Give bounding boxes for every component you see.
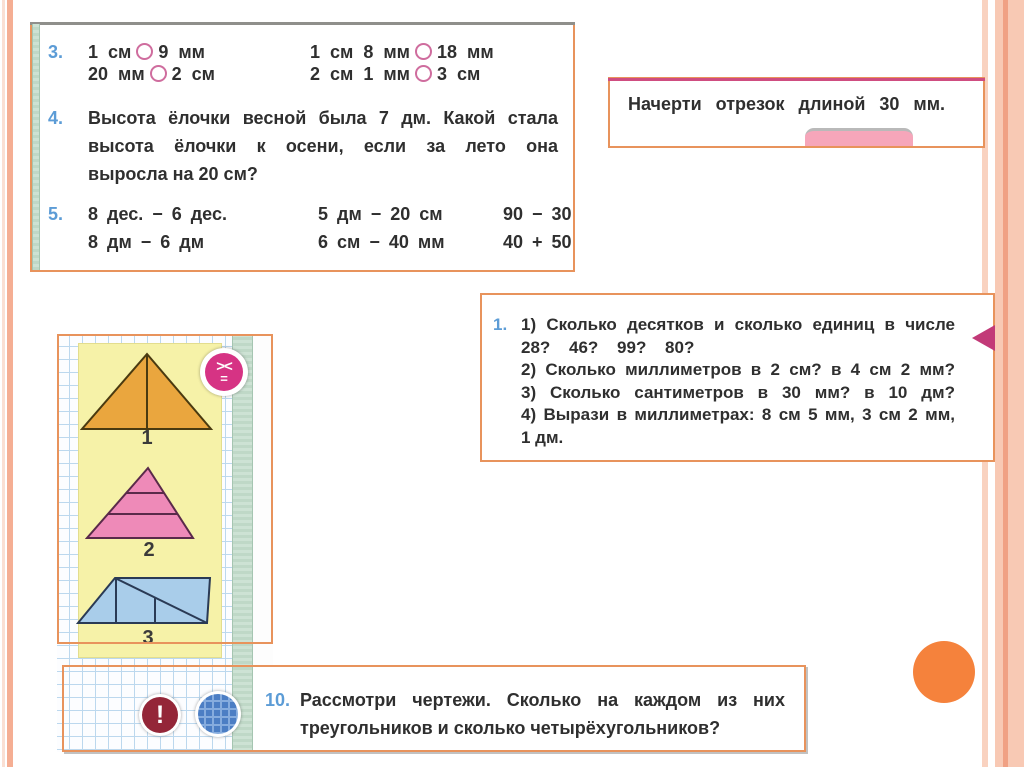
- right-edge-stripe-band: [995, 0, 1024, 767]
- comparison-circle: [136, 43, 153, 60]
- compare-signs-badge-icon: >< =: [200, 348, 248, 396]
- book-page-edge: [32, 24, 40, 270]
- exercise-10-text: Рассмотри чертежи. Сколько на каждом из них треугольников и сколько четырёхугольников?: [300, 690, 785, 738]
- comparison-circle: [415, 43, 432, 60]
- comparison-circle: [150, 65, 167, 82]
- exercise-5-column-3: 90 − 30 40 + 50: [503, 204, 572, 252]
- left-edge-stripe-inner: [7, 0, 13, 767]
- left-edge-stripe-outer: [2, 0, 5, 767]
- exercise-1-number: 1.: [493, 315, 508, 334]
- exercise-3-row: 1 см 9 мм 1 см 8 мм 18 мм: [88, 42, 494, 62]
- figure-1-triangle: [80, 352, 215, 432]
- figure-3-quadrilateral: [76, 576, 212, 625]
- exercise-10-number: 10.: [265, 690, 291, 710]
- exercise-3-number: 3.: [48, 42, 64, 62]
- draw-segment-text: Начерти отрезок длиной 30 мм.: [628, 94, 946, 114]
- exercise-4-text: Высота ёлочки весной была 7 дм. Какой стала высота ёлочки к осени, если за лето она выросла на 20 см?: [88, 108, 558, 184]
- attention-exclamation-badge-icon: !: [139, 694, 181, 736]
- exercise-3-row: 20 мм 2 см 2 см 1 мм 3 см: [88, 64, 481, 84]
- exercise-5-number: 5.: [48, 204, 64, 224]
- exercise-10-panel: [62, 665, 806, 752]
- orange-dot-decoration: [913, 641, 975, 703]
- scan-top-edge: [30, 22, 575, 25]
- exercise-1-text: 1) Сколько десятков и сколько единиц в числе 28? 46? 99? 80? 2) Сколько миллиметров в 2 см? в 4 см 2 мм? 3) Сколько сантиметров в 30 мм? в 10 дм? 4) Вырази в миллиметрах: 8 см 5 мм, 3 см 2 мм, 1 дм.: [521, 315, 955, 447]
- exercise-5-column-2: 5 дм − 20 см 6 см − 40 мм: [318, 204, 445, 252]
- draw-segment-panel: [608, 77, 985, 148]
- exercises-3-5-panel: [30, 22, 575, 272]
- figure-2-label: 2: [143, 539, 155, 561]
- exercise-4-number: 4.: [48, 108, 64, 128]
- comparison-circle: [415, 65, 432, 82]
- magenta-arrow-icon: [972, 325, 995, 351]
- pink-eraser-tab: [805, 128, 913, 146]
- figure-3-label: 3: [142, 627, 154, 649]
- figure-2-triangle: [85, 466, 197, 540]
- exercise-5-column-1: 8 дес. − 6 дес. 8 дм − 6 дм: [88, 204, 227, 252]
- exercise-1-panel: [480, 293, 995, 462]
- right-edge-stripe-dark: [1003, 0, 1008, 767]
- figure-1-label: 1: [141, 427, 153, 449]
- pink-top-line: [608, 78, 985, 81]
